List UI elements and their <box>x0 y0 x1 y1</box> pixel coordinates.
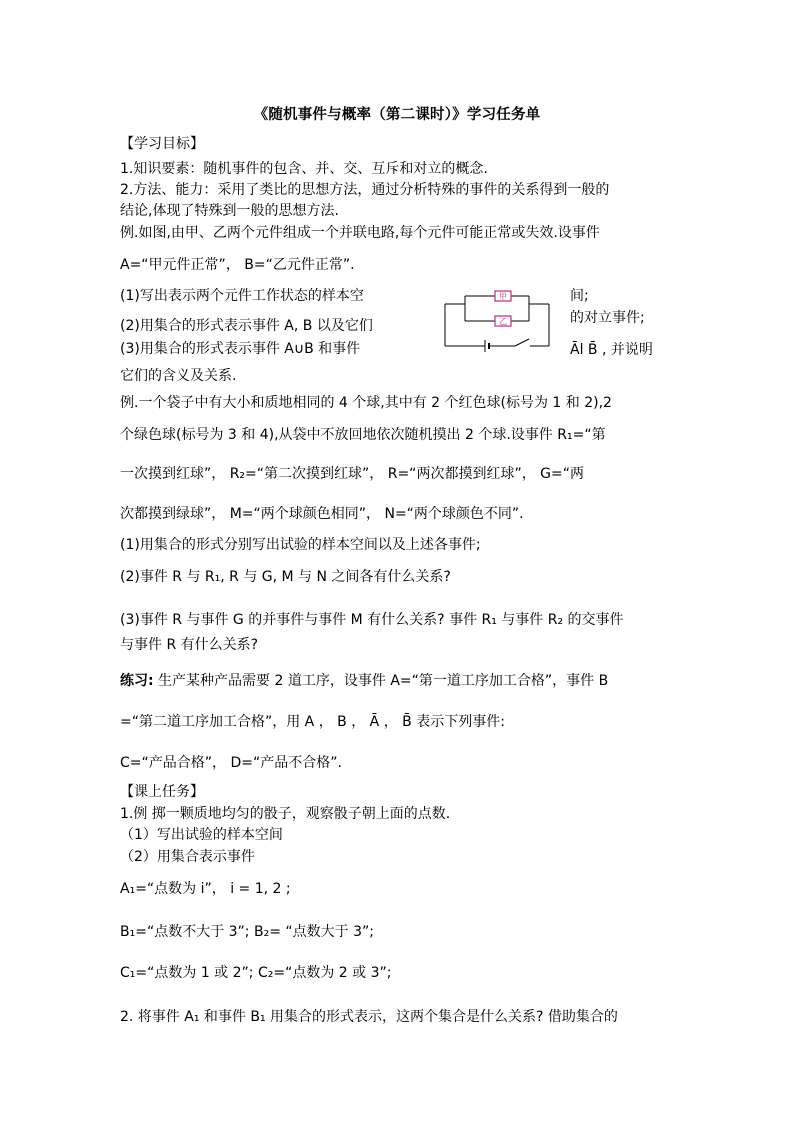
task1-q2: （2）用集合表示事件 <box>120 849 255 865</box>
task1-intro: 1.例 掷一颗质地均匀的骰子，观察骰子朝上面的点数. <box>120 806 451 822</box>
task2-line1: 2. 将事件 A₁ 和事件 B₁ 用集合的形式表示，这两个集合是什么关系? 借助集合的 <box>120 1009 618 1025</box>
example2-q2: (2)事件 R 与 R₁, R 与 G, M 与 N 之间各有什么关系? <box>120 569 451 585</box>
practice-line3: C=“产品合格”， D=“产品不合格”. <box>120 755 342 771</box>
task-header: 【课上任务】 <box>120 784 204 800</box>
page-title: 《随机事件与概率（第二课时）》学习任务单 <box>253 107 541 123</box>
example2-line2: 个绿色球(标号为 3 和 4),从袋中不放回地依次随机摸出 2 个球.设事件 R₁=“第 <box>120 427 606 443</box>
parallel-circuit-diagram <box>433 281 561 353</box>
example2-q3-line2: 与事件 R 有什么关系? <box>120 637 259 653</box>
example1-q3: (3)用集合的形式表示事件 A∪B 和事件 <box>120 341 361 357</box>
example1-q1: (1)写出表示两个元件工作状态的样本空 <box>120 288 364 304</box>
example1-q3-cont: 它们的含义及关系. <box>120 368 237 384</box>
example2-line4: 次都摸到绿球”， M=“两个球颜色相同”， N=“两个球颜色不同”. <box>120 506 524 522</box>
example1-q2-tail: 的对立事件; <box>570 310 645 326</box>
example1-q1-tail: 间; <box>570 288 589 304</box>
task-event-b: B₁=“点数不大于 3”; B₂= “点数大于 3”; <box>120 924 374 940</box>
example2-q1: (1)用集合的形式分别写出试验的样本空间以及上述各事件; <box>120 537 481 553</box>
example1-q2: (2)用集合的形式表示事件 A, B 以及它们 <box>120 318 373 334</box>
goal-2-line1: 2.方法、能力：采用了类比的思想方法，通过分析特殊的事件的关系得到一般的 <box>120 182 610 198</box>
goals-header: 【学习目标】 <box>120 136 204 152</box>
task1-q1: （1）写出试验的样本空间 <box>120 827 283 843</box>
task-event-a: A₁=“点数为 i”， i = 1, 2 ; <box>120 881 291 897</box>
practice-label: 练习: <box>120 673 154 689</box>
practice-text: 生产某种产品需要 2 道工序，设事件 A=“第一道工序加工合格”，事件 B <box>153 673 609 689</box>
example1-q3-tail: Āl B̄ , 并说明 <box>570 342 653 358</box>
goal-1: 1.知识要素：随机事件的包含、并、交、互斥和对立的概念. <box>120 161 488 177</box>
example2-line1: 例.一个袋子中有大小和质地相同的 4 个球,其中有 2 个红色球(标号为 1 和 2),2 <box>120 395 612 411</box>
example1-events: A=“甲元件正常”， B=“乙元件正常”. <box>120 257 355 273</box>
practice-line1 <box>120 672 608 690</box>
practice-line2: =“第二道工序加工合格”，用 A ， B ， Ā ， B̄ 表示下列事件: <box>120 714 505 730</box>
example2-line3: 一次摸到红球”， R₂=“第二次摸到红球”， R=“两次都摸到红球”， G=“两 <box>120 466 584 482</box>
task-event-c: C₁=“点数为 1 或 2”; C₂=“点数为 2 或 3”; <box>120 965 392 981</box>
component-jia-label: 甲 <box>499 292 507 301</box>
example1-intro: 例.如图,由甲、乙两个元件组成一个并联电路,每个元件可能正常或失效.设事件 <box>120 225 600 241</box>
goal-2-line2: 结论,体现了特殊到一般的思想方法. <box>120 203 339 219</box>
component-yi-label: 乙 <box>499 317 507 326</box>
example2-q3-line1: (3)事件 R 与事件 G 的并事件与事件 M 有什么关系? 事件 R₁ 与事件 R₂ 的交事件 <box>120 612 624 628</box>
